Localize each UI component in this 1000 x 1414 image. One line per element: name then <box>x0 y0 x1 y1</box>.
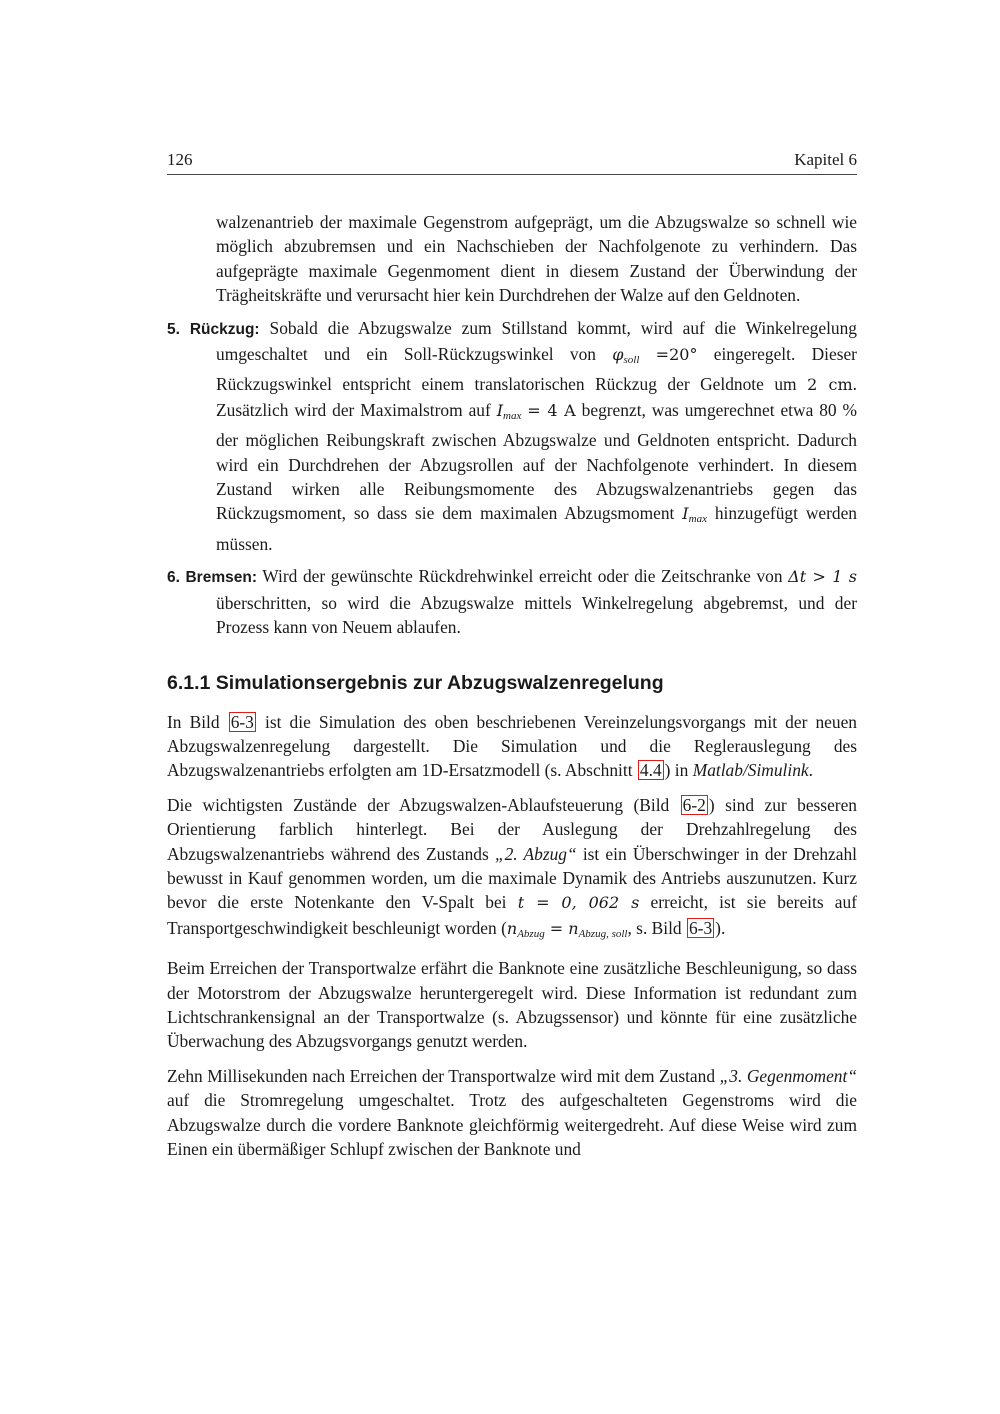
para1-text-4: . <box>808 760 813 781</box>
item5-text-5: hinzugefügt werden müssen. <box>216 503 857 554</box>
item5-math-phi: φ <box>612 345 624 365</box>
para2-math-n2: n <box>568 918 579 938</box>
list-item-bremsen <box>167 564 857 639</box>
para2-text-2: ) sind zur besseren Orientierung farblich hinterlegt. Bei der Auslegung der Drehzahlregelung des Abzugswalzenantriebs während des Zustands <box>167 794 857 864</box>
section-ref-4-4[interactable]: 4.4 <box>639 760 662 781</box>
page-body <box>167 210 857 1171</box>
para2-math-eq: = <box>544 918 569 938</box>
para2-math-n2-sub: Abzug, soll <box>578 927 628 940</box>
para2-text-5: , s. Bild <box>627 917 682 938</box>
paragraph-2 <box>167 793 857 946</box>
figure-ref-6-2[interactable]: 6-2 <box>682 794 706 815</box>
para4-text-2: auf die Stromregelung umgeschaltet. Trotz des aufgeschalteten Gegenstroms wird die Abzugswalze durch die vordere Banknote gleichförmig weitergedreht. Auf diese Weise wird zum Einen ein übermäßiger Schlupf zwischen der Banknote und <box>167 1090 857 1159</box>
figure-ref-6-3[interactable]: 6-3 <box>230 711 254 732</box>
para1-text-2: ist die Simulation des oben beschriebenen Vereinzelungsvorgangs mit der neuen Abzugswalzenregelung dargestellt. Die Simulation und die Reglerauslegung des Abzugswalzenantriebs erfolgten am 1D-Ersatzmodell (s. Abschnitt <box>167 711 858 781</box>
para4-emphasis: „3. Gegenmoment“ <box>719 1065 857 1086</box>
paragraph-3: Beim Erreichen der Transportwalze erfährt die Banknote eine zusätzliche Beschleunigung, so dass der Motorstrom der Abzugswalze heruntergeregelt wird. Diese Information ist redundant zum Lichtschrankensignal an der Transportwalze (s. Abzugssensor) und könnte für eine zusätzliche Überwachung des Abzugsvorgangs genutzt werden. <box>167 958 857 1052</box>
list-item-4-continuation <box>167 210 857 308</box>
item5-math-i: I <box>496 400 504 420</box>
item5-text-3: . Zusätzlich wird der Maximalstrom auf <box>216 374 857 420</box>
item5-math-phi-sub: soll <box>623 354 640 367</box>
item5-math-i2-sub: max <box>688 513 707 526</box>
item6-label: 6. Bremsen: <box>167 569 257 587</box>
para2-text-3: ist ein Überschwinger in der Drehzahl bewusst in Kauf genommen worden, um die maximale Dynamik des Antriebs auszunutzen. Kurz bevor die erste Notenkante den V-Spalt bei <box>167 843 857 913</box>
list-item-rueckzug <box>167 316 857 557</box>
item5-math-i2: I <box>682 504 689 524</box>
item6-text-1: Wird der gewünschte Rückdrehwinkel erreicht oder die Zeitschranke von <box>262 566 783 587</box>
para2-text-1: Die wichtigsten Zustände der Abzugswalzen-Ablaufsteuerung (Bild <box>167 794 670 815</box>
paragraph-4 <box>167 1064 857 1162</box>
para2-math-n1: n <box>506 918 518 938</box>
para2-math-n1-sub: Abzug <box>517 927 545 940</box>
para2-math-t: t = 0, 062 s <box>517 893 640 913</box>
paragraph-1 <box>167 710 857 783</box>
item5-math-i-sub: max <box>503 409 522 422</box>
item5-label: 5. Rückzug: <box>167 320 260 338</box>
item6-text-2: überschritten, so wird die Abzugswalze mittels Winkelregelung abgebremst, und der Prozess kann von Neuem ablaufen. <box>216 592 857 638</box>
item5-math-i-value: = 4 A <box>527 400 576 420</box>
item5-math-cm: 2 cm <box>807 375 853 395</box>
item4-text: walzenantrieb der maximale Gegenstrom aufgeprägt, um die Abzugswalze so schnell wie möglich abzubremsen und ein Nachschieben der Nachfolgenote zu verhindern. Das aufgeprägte maximale Gegenmoment dient in diesem Zustand der Überwindung der Trägheitskräfte und verursacht hier kein Durchdrehen der Walze auf den Geldnoten. <box>216 212 857 306</box>
item6-math-dt: Δt > 1 s <box>788 567 857 587</box>
para2-text-4: erreicht, ist sie bereits auf Transportgeschwindigkeit beschleunigt worden ( <box>167 892 857 938</box>
item5-text-2: eingeregelt. Dieser Rückzugswinkel entspricht einem translatorischen Rückzug der Geldnote um <box>216 344 857 395</box>
para1-text-3: ) in <box>664 760 689 781</box>
figure-ref-6-3-b[interactable]: 6-3 <box>688 917 713 938</box>
para2-emphasis: „2. Abzug“ <box>494 843 577 864</box>
item5-text-4: begrenzt, was umgerechnet etwa 80 % der möglichen Reibungskraft zwischen Abzugswalze und Geldnoten entspricht. Dadurch wird ein Durchdrehen der Abzugsrollen auf der Nachfolgenote verhindert. In diesem Zustand wirken alle Reibungsmomente des Abzugswalzenantriebs gegen das Rückzugsmoment, so dass sie dem maximalen Abzugsmoment <box>216 399 857 524</box>
para4-text-1: Zehn Millisekunden nach Erreichen der Transportwalze wird mit dem Zustand <box>167 1065 716 1086</box>
item5-math-phi-value: =20° <box>655 345 698 365</box>
page-header <box>167 150 857 175</box>
section-heading: 6.1.1 Simulationsergebnis zur Abzugswalzenregelung <box>167 671 664 694</box>
item5-text-1: Sobald die Abzugswalze zum Stillstand kommt, wird auf die Winkelregelung umgeschaltet und ein Soll-Rückzugswinkel von <box>216 317 857 365</box>
para1-text-1: In Bild <box>167 711 220 732</box>
chapter-title: Kapitel 6 <box>794 150 857 169</box>
para2-text-6: ). <box>715 917 726 938</box>
page-number: 126 <box>167 150 193 169</box>
para1-emphasis: Matlab/Simulink <box>692 760 809 781</box>
